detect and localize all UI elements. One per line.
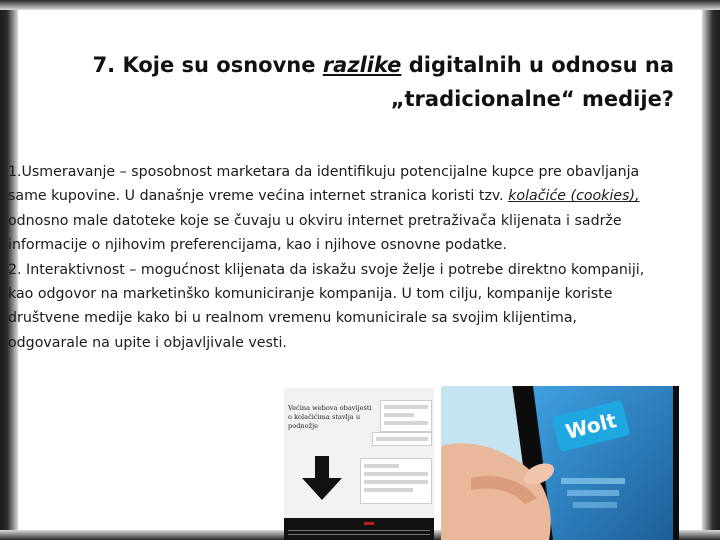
title-emphasis: razlike — [322, 53, 402, 77]
slide-frame-right — [702, 0, 720, 540]
down-arrow-icon — [302, 456, 342, 500]
p1-end: odnosno male datoteke koje se čuvaju u okviru internet pretraživača klijenata i sadrže informacije o njihovim preferencijama, kao i njihove osnovne podatke. — [8, 212, 622, 254]
newspaper-thumb-2 — [372, 432, 432, 446]
slide-body — [8, 160, 658, 355]
newspaper-thumb-1 — [380, 400, 432, 432]
newspaper-caption: Većina webova obavijesti o kolačićima stavlja u podnožje — [288, 404, 372, 430]
slide-title — [74, 48, 674, 116]
phone-photo — [441, 386, 679, 540]
app-tile-label: Wolt — [563, 408, 619, 444]
newspaper-thumb-3 — [360, 458, 432, 504]
newspaper-cookie-image — [284, 388, 434, 540]
paragraph-targeting — [8, 160, 658, 258]
hand-holding-phone-illustration — [441, 386, 679, 540]
p1-start: 1.Usmeravanje – sposobnost marketara da identifikuju potencijalne kupce pre obavljanja same kupovine. U današnje vreme većina internet stranica koristi tzv. — [8, 164, 640, 205]
title-part2: digitalnih u odnosu na — [401, 53, 674, 77]
p1-emphasis: kolačiće (cookies), — [508, 188, 640, 205]
title-part1: 7. Koje su osnovne — [92, 53, 323, 77]
slide-frame-top — [0, 0, 720, 10]
paragraph-interactivity: 2. Interaktivnost – mogućnost klijenata da iskažu svoje želje i potrebe direktno kompaniji, kao odgovor na marketinško komuniciranje kompanija. U tom cilju, kompanije koriste društvene medije kako bi u realnom vremenu komunicirale sa svojim klijentima, odgovarale na upite i objavljivale vesti. — [8, 261, 645, 351]
newspaper-footer-bar — [284, 518, 434, 540]
title-line2: „tradicionalne“ medije? — [390, 87, 674, 111]
